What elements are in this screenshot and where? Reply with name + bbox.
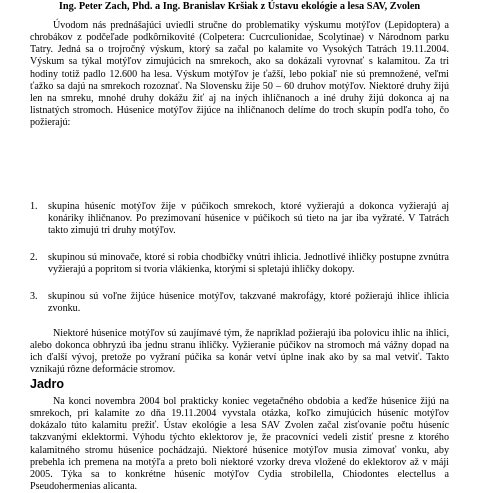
list-item-number: 1. <box>30 201 38 212</box>
list-item-text: skupina húseníc motýľov žije v púčikoch smrekoch, ktoré vyžierajú a dokonca vyžierajú aj konáriky ihličnanov. Po prezimovaní húsenice v púčikoch sú tieto na jar iba vyžraté. V Tatrách takto zimujú tri druhy motýľov. <box>48 201 449 237</box>
list-item-number: 2. <box>30 252 38 263</box>
intro-paragraph: Úvodom nás prednášajúci uviedli stručne do problematiky výskumu motýľov (Lepidoptera) a chrobákov z podčeľade podkôrnikovité (Colpetera: Cucrculionidae, Scolytinae) v Národnom parku Tatry. Jedná sa o trojročný výskum, ktorý sa začal po kalamite vo Vysokých Tatrách 19.11.2004. Výskum sa týkal motýľov zimujúcich na smrekoch, ako sa dokázali vyrovnať s kalamitou. Za tri hodiny totiž padlo 12.600 ha lesa. Výskum motýľov je ťažší, lebo pokiaľ nie sú premnožené, veľmi ťažko sa dajú na smrekoch rozoznať. Na Slovensku žije 50 – 60 druhov motýľov. Niektoré druhy žijú len na smreku, mnohé druhy dokážu žiť aj na iných ihličnanoch a iné druhy žijú dokonca aj na listnatých stromoch. Húsenice motýľov žijúce na ihličnanoch delíme do troch skupín podľa toho, čo požierajú: <box>30 20 449 129</box>
section-heading: Jadro <box>30 377 65 391</box>
authors-line: Ing. Peter Zach, Phd. a Ing. Branislav Kršiak z Ústavu ekológie a lesa SAV, Zvolen <box>58 1 421 12</box>
list-item-number: 3. <box>30 291 38 302</box>
list-item-text: skupinou sú minovače, ktoré si robia chodbičky vnútri ihlicia. Jednotlivé ihličky postupne zvnútra vyžierajú a popritom si tvoria vlákienka, ktorými si spletajú ihličky dokopy. <box>48 252 449 276</box>
list-item-text: skupinou sú voľne žijúce húsenice motýľov, takzvané makrofágy, ktoré požierajú ihlice ihlicia zvonku. <box>48 291 449 315</box>
body-paragraph: Niektoré húsenice motýľov sú zaujímavé tým, že napríklad požierajú iba polovicu ihlic na ihlici, alebo dokonca obhryzú iba jednu stranu ihličky. Vyžieranie púčikov na stromoch má vážny dopad na ich ďalší vývoj, pretože po vyžraní púčika sa konár vetví úplne inak ako by sa mal vetviť. Takto vznikajú rôzne deformácie stromov. <box>30 328 449 376</box>
body-paragraph: Na konci novembra 2004 bol prakticky koniec vegetačného obdobia a keďže húsenice žijú na smrekoch, pri kalamite zo dňa 19.11.2004 vyvstala otázka, koľko zimujúcich húseníc motýľov dokázalo túto kalamitu prežiť. Ústav ekológie a lesa SAV Zvolen začal zisťovanie počtu húseníc takzvanými eklektormi. Výhodu týchto eklektorov je, že pracovníci vedeli zistiť presne z ktorého kalamitného stromu húsenice pochádzajú. Niektoré húsenice motýľov musia zimovať vonku, aby prebehla ich premena na motýľa a preto boli niektoré vzorky dreva vložené do eklektorov až v máji 2005. Týka sa to konkrétne húseníc motýľov Cydia strobilella, Chiodontes electellus a Pseudohermenias alicanta. <box>30 396 449 493</box>
